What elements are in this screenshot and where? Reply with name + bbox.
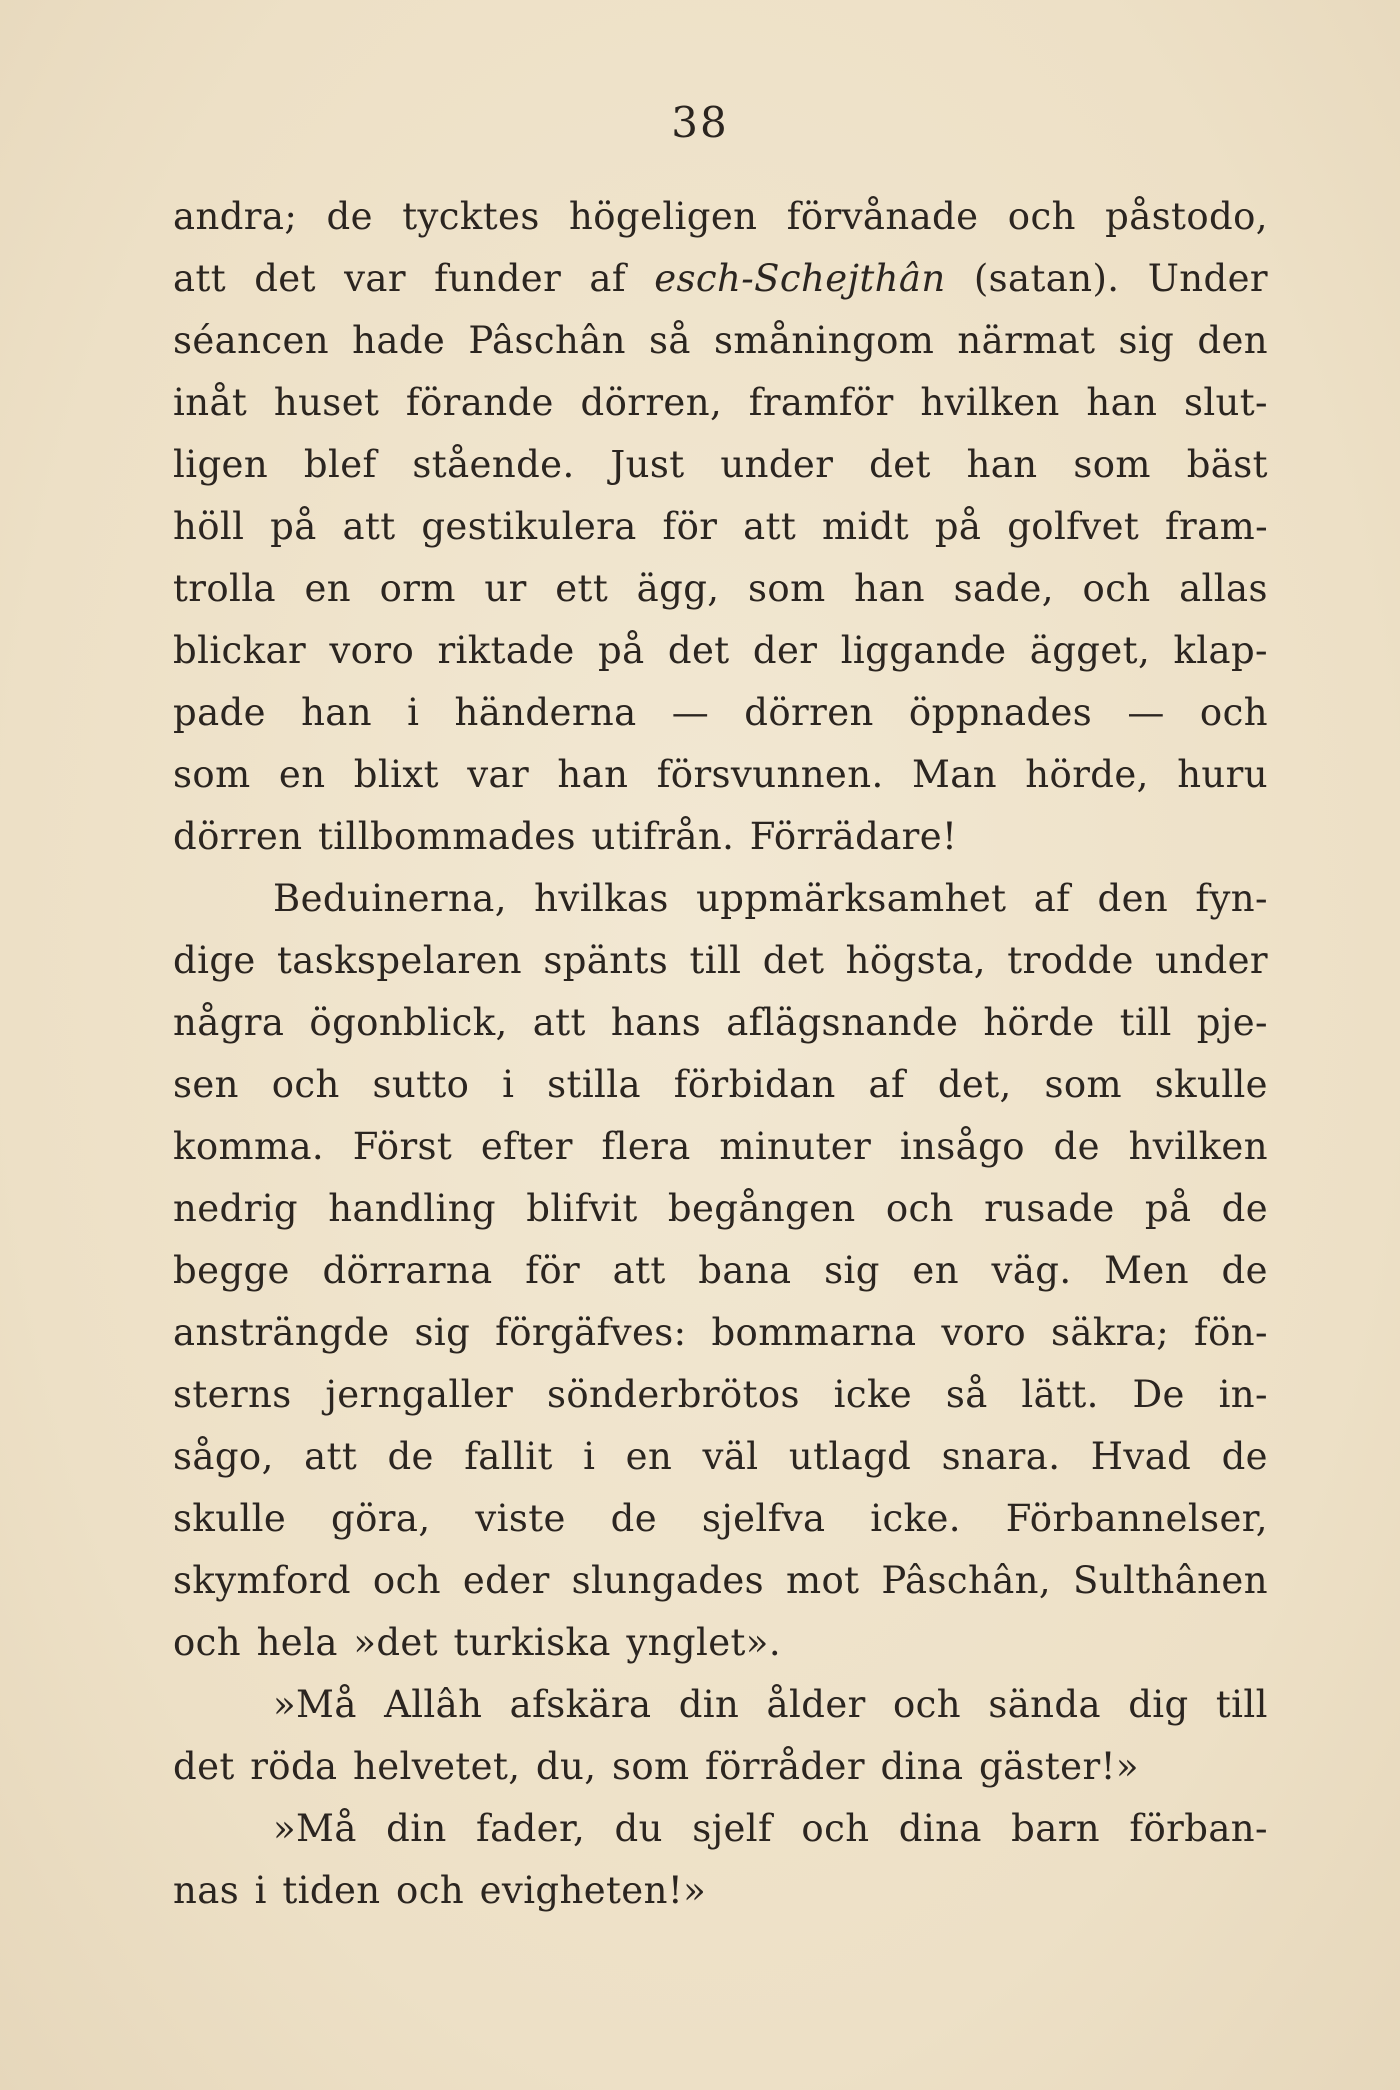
word: tiden [282,1869,381,1912]
word: liggande [840,629,1007,672]
word: voro [329,629,415,672]
text-line [173,248,1268,310]
word: så [945,1373,988,1416]
word: han [966,443,1038,486]
word: en [304,567,352,610]
word: de [326,195,373,238]
word: och [271,1063,340,1106]
word: i [502,1063,515,1106]
word: bana [698,1249,792,1292]
text-line [173,744,1268,806]
word: trolla [173,567,276,610]
word: och [801,1807,870,1850]
word: dörrarna [322,1249,493,1292]
word: af [868,1063,906,1106]
word: dina [898,1807,982,1850]
word: handling [328,1187,497,1230]
word: din [386,1807,447,1850]
word: hörde, [1025,753,1149,796]
word: efter [480,1125,573,1168]
word: orm [379,567,456,610]
word: icke [833,1373,913,1416]
word: aflägsnande [726,1001,959,1044]
word: pade [173,691,266,734]
word: att [173,257,226,300]
word: ögonblick, [309,1001,508,1044]
word: lätt. [1021,1373,1099,1416]
word: hvilken [920,381,1060,424]
word: slungades [571,1559,765,1602]
word: ansträngde [173,1311,390,1354]
word: stilla [547,1063,641,1106]
word: turkiska [453,1621,611,1664]
word: hvilkas [534,877,669,920]
word: skulle [1154,1063,1268,1106]
word: sterns [173,1373,292,1416]
word: uppmärksamhet [696,877,1007,920]
word: gäster!» [978,1745,1139,1788]
word: att [532,1001,586,1044]
word: det [667,629,730,672]
word: på [270,505,317,548]
text-line [173,1116,1268,1178]
text-line [173,1054,1268,1116]
word: (satan). [973,257,1120,300]
word: stående. [412,443,575,486]
word: huru [1177,753,1268,796]
word: högsta, [845,939,986,982]
word: framför [748,381,894,424]
word: ett [555,567,609,610]
word: de [1053,1125,1100,1168]
word: riktade [437,629,575,672]
word: De [1132,1373,1185,1416]
word: sutto [372,1063,470,1106]
word: en [912,1249,959,1292]
word: och [893,1683,962,1726]
text-line [173,620,1268,682]
word: ägg, [636,567,720,610]
word: funder [434,257,562,300]
word: för [525,1249,581,1292]
word: på [598,629,645,672]
word: Först [352,1125,453,1168]
word: dig [1128,1683,1189,1726]
word: blifvit [526,1187,638,1230]
word: Förrädare! [749,815,958,858]
word: dörren, [580,381,723,424]
word: som [611,1745,690,1788]
word: midt [821,505,910,548]
word: du, [535,1745,597,1788]
word: de [610,1497,657,1540]
word: förråder [705,1745,865,1788]
word: »det [353,1621,438,1664]
word: Beduinerna, [273,877,507,920]
text-line [173,186,1268,248]
word: en [278,753,326,796]
word: förvånade [786,195,979,238]
word: — [671,691,710,734]
word: och [885,1187,954,1230]
word: huset [273,381,380,424]
word: på [934,505,982,548]
word: dörren [744,691,874,734]
word: och [1007,195,1076,238]
word: sjelfva [701,1497,826,1540]
word: som [173,753,251,796]
word: de [1221,1187,1268,1230]
word: händerna [454,691,637,734]
word: fallit [464,1435,553,1478]
word: det [254,257,316,300]
word: fader, [476,1807,586,1850]
word: han [854,567,926,610]
text-line [173,682,1268,744]
text-line [173,1736,1268,1798]
word: Just [610,443,685,486]
word: skulle [173,1497,287,1540]
text-line [173,1798,1268,1860]
word: och [173,1621,242,1664]
word: fön- [1194,1311,1268,1354]
word: de [1221,1249,1268,1292]
word: ålder [766,1683,866,1726]
word: i [407,691,420,734]
page-number: 38 [671,98,729,147]
text-line [173,372,1268,434]
word: småningom [714,319,935,362]
word: höll [173,505,245,548]
word: sönderbrötos [546,1373,800,1416]
text-line [173,1240,1268,1302]
word: spänts [543,939,669,982]
word: de [387,1435,434,1478]
word: till [1215,1683,1268,1726]
text-line [173,496,1268,558]
word: hörde [983,1001,1095,1044]
word: under [1155,939,1268,982]
word: nas [173,1869,240,1912]
word: gestikulera [421,505,637,548]
word: Pâschân [468,319,626,362]
word: sade, [953,567,1054,610]
word: väl [702,1435,759,1478]
word: utifrån. [591,815,735,858]
word: du [614,1807,663,1850]
text-line [173,1426,1268,1488]
word: var [467,753,530,796]
word: mot [785,1559,860,1602]
word: var [344,257,406,300]
word: af [589,257,626,300]
word: flera [601,1125,691,1168]
text-line [173,1612,1268,1674]
word: jerngaller [325,1373,514,1416]
word: för [662,505,718,548]
word: i [583,1435,596,1478]
word: allas [1179,567,1268,610]
word: klap- [1173,629,1268,672]
word: inåt [173,381,248,424]
word: den [1197,319,1268,362]
word: förbidan [673,1063,836,1106]
word: dörren [173,815,303,858]
word: ägget, [1029,629,1151,672]
word: fram- [1164,505,1268,548]
word: den [1097,877,1169,920]
text-line [173,1364,1268,1426]
word: och [1082,567,1151,610]
word: fyn- [1195,877,1268,920]
word: tycktes [402,195,540,238]
body-text [173,186,1268,1922]
word: göra, [331,1497,431,1540]
word: der [752,629,818,672]
word: i [254,1869,267,1912]
word: Under [1147,257,1268,300]
word: Sulthânen [1073,1559,1268,1602]
word: sen [173,1063,239,1106]
word: försvunnen. [656,753,884,796]
word: närmat [957,319,1096,362]
word: och [372,1559,441,1602]
word: Men [1104,1249,1189,1292]
word: att [304,1435,358,1478]
text-line [173,1178,1268,1240]
word: insågo [899,1125,1025,1168]
word: skymford [173,1559,351,1602]
word: och [396,1869,465,1912]
word: till [1119,1001,1172,1044]
word: »Må [273,1807,357,1850]
word: Man [911,753,997,796]
text-line [173,1302,1268,1364]
word: hade [352,319,446,362]
word: slut- [1183,381,1268,424]
word: som [1073,443,1151,486]
word: begången [667,1187,856,1230]
word: pje- [1196,1001,1268,1044]
word: bommarna [711,1311,917,1354]
word: af [1033,877,1071,920]
word: förgäfves: [495,1311,687,1354]
word: sig [1118,319,1175,362]
word: dina [880,1745,964,1788]
word: golfvet [1007,505,1140,548]
word: trodde [1007,939,1134,982]
word: taskspelaren [277,939,523,982]
word: blickar [173,629,307,672]
text-line [173,992,1268,1054]
word: sågo, [173,1435,274,1478]
text-line [173,1488,1268,1550]
word: som [748,567,826,610]
text-line [173,1674,1268,1736]
word: — [1127,691,1165,734]
word: andra; [173,195,298,238]
word: ur [484,567,527,610]
text-line [173,806,1268,868]
word: rusade [984,1187,1115,1230]
word: det [869,443,931,486]
word: viste [475,1497,566,1540]
word: icke. [870,1497,961,1540]
word: förban- [1129,1807,1268,1850]
word: förande [405,381,554,424]
word: barn [1011,1807,1101,1850]
word: som [1044,1063,1122,1106]
word: hela [256,1621,338,1664]
word: afskära [509,1683,652,1726]
word: under [720,443,834,486]
word: det [173,1745,235,1788]
word: esch-Schejthân [654,257,946,300]
word: Förbannelser, [1005,1497,1268,1540]
word: öppnades [908,691,1093,734]
word: utlagd [788,1435,912,1478]
text-line [173,1550,1268,1612]
word: ligen [173,443,269,486]
word: på [1144,1187,1192,1230]
text-line [173,868,1268,930]
word: blixt [353,753,439,796]
word: några [173,1001,285,1044]
word: sända [988,1683,1101,1726]
text-line [173,930,1268,992]
word: minuter [719,1125,872,1168]
word: han [301,691,372,734]
word: eder [462,1559,550,1602]
word: nedrig [173,1187,299,1230]
word: röda [250,1745,338,1788]
word: sjelf [692,1807,773,1850]
word: till [689,939,742,982]
word: de [1221,1435,1268,1478]
word: det, [937,1063,1012,1106]
text-line [173,434,1268,496]
word: begge [173,1249,290,1292]
word: »Må [273,1683,357,1726]
word: voro [941,1311,1027,1354]
word: det [762,939,825,982]
text-line [173,1860,1268,1922]
word: komma. [173,1125,325,1168]
word: påstodo, [1105,195,1268,238]
word: han [557,753,629,796]
word: bäst [1186,443,1268,486]
word: tillbommades [318,815,576,858]
word: snara. [941,1435,1061,1478]
word: Hvad [1090,1435,1192,1478]
word: så [649,319,691,362]
word: hans [610,1001,702,1044]
word: in- [1218,1373,1268,1416]
word: din [678,1683,740,1726]
word: ynglet». [626,1621,781,1664]
word: högeligen [569,195,758,238]
word: evigheten!» [479,1869,707,1912]
word: och [1199,691,1268,734]
word: att [743,505,797,548]
text-line [173,310,1268,372]
word: sig [414,1311,471,1354]
word: blef [303,443,377,486]
word: Allâh [384,1683,483,1726]
word: en [625,1435,673,1478]
word: helvetet, [353,1745,521,1788]
word: séancen [173,319,330,362]
word: sig [824,1249,880,1292]
word: att [612,1249,666,1292]
text-line [173,558,1268,620]
word: Pâschân, [881,1559,1052,1602]
word: han [1086,381,1158,424]
word: dige [173,939,256,982]
word: hvilken [1128,1125,1268,1168]
word: väg. [991,1249,1072,1292]
word: att [342,505,396,548]
word: säkra; [1051,1311,1170,1354]
